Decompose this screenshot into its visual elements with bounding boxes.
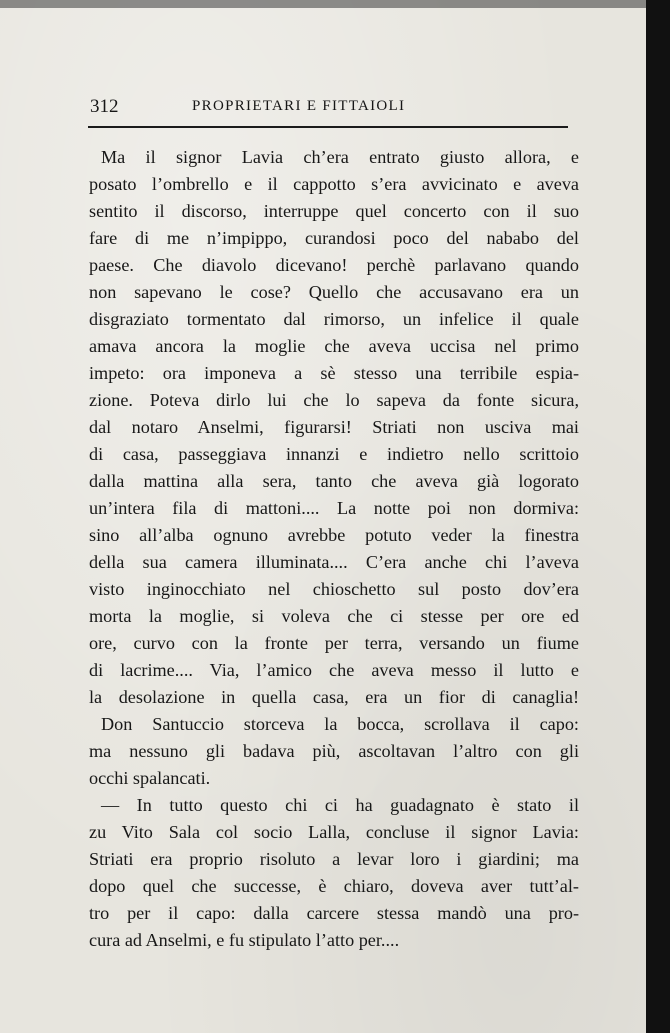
text-line: paese. Che diavolo dicevano! perchè parlavano quando xyxy=(89,255,579,275)
text-line: sino all’alba ognuno avrebbe potuto veder la finestra xyxy=(89,525,579,545)
text-line: posato l’ombrello e il cappotto s’era avvicinato e aveva xyxy=(89,174,579,194)
text-line: dalla mattina alla sera, tanto che aveva già logorato xyxy=(89,471,579,491)
text-line: occhi spalancati. xyxy=(89,768,211,788)
text-line: fare di me n’impippo, curandosi poco del nababo del xyxy=(89,228,579,248)
text-line: dal notaro Anselmi, figurarsi! Striati non usciva mai xyxy=(89,417,579,437)
text-line: disgraziato tormentato dal rimorso, un infelice il quale xyxy=(89,309,579,329)
text-line: dopo quel che successe, è chiaro, doveva aver tutt’al- xyxy=(89,876,579,896)
book-spine-shadow xyxy=(646,0,670,1033)
text-line: un’intera fila di mattoni.... La notte poi non dormiva: xyxy=(89,498,579,518)
body-text xyxy=(89,144,579,954)
text-line: di lacrime.... Via, l’amico che aveva messo il lutto e xyxy=(89,660,579,680)
text-line: di casa, passeggiava innanzi e indietro nello scrittoio xyxy=(89,444,579,464)
text-line: zione. Poteva dirlo lui che lo sapeva da fonte sicura, xyxy=(89,390,579,410)
page-number: 312 xyxy=(90,96,119,117)
text-line: ma nessuno gli badava più, ascoltavan l’altro con gli xyxy=(89,741,579,761)
header-rule xyxy=(88,126,568,128)
text-line: sentito il discorso, interruppe quel concerto con il suo xyxy=(89,201,579,221)
text-line: visto inginocchiato nel chioschetto sul posto dov’era xyxy=(89,579,579,599)
text-line: morta la moglie, si voleva che ci stesse per ore ed xyxy=(89,606,579,626)
text-line: Striati era proprio risoluto a levar loro i giardini; ma xyxy=(89,849,579,869)
running-head xyxy=(90,96,568,122)
text-line: della sua camera illuminata.... C’era anche chi l’aveva xyxy=(89,552,579,572)
text-line: tro per il capo: dalla carcere stessa mandò una pro- xyxy=(89,903,579,923)
text-line: zu Vito Sala col socio Lalla, concluse il signor Lavia: xyxy=(89,822,579,842)
text-line: ore, curvo con la fronte per terra, versando un fiume xyxy=(89,633,579,653)
running-title: PROPRIETARI E FITTAIOLI xyxy=(192,98,406,114)
text-line: amava ancora la moglie che aveva uccisa nel primo xyxy=(89,336,579,356)
text-line: la desolazione in quella casa, era un fior di canaglia! xyxy=(89,687,579,707)
text-line: Don Santuccio storceva la bocca, scrollava il capo: xyxy=(101,714,579,734)
text-line: impeto: ora imponeva a sè stesso una terribile espia- xyxy=(89,363,579,383)
text-line: non sapevano le cose? Quello che accusavano era un xyxy=(89,282,579,302)
page-top-edge xyxy=(0,0,646,8)
text-line: — In tutto questo chi ci ha guadagnato è stato il xyxy=(101,795,579,815)
text-line: cura ad Anselmi, e fu stipulato l’atto per.... xyxy=(89,930,400,950)
text-line: Ma il signor Lavia ch’era entrato giusto allora, e xyxy=(101,147,579,167)
